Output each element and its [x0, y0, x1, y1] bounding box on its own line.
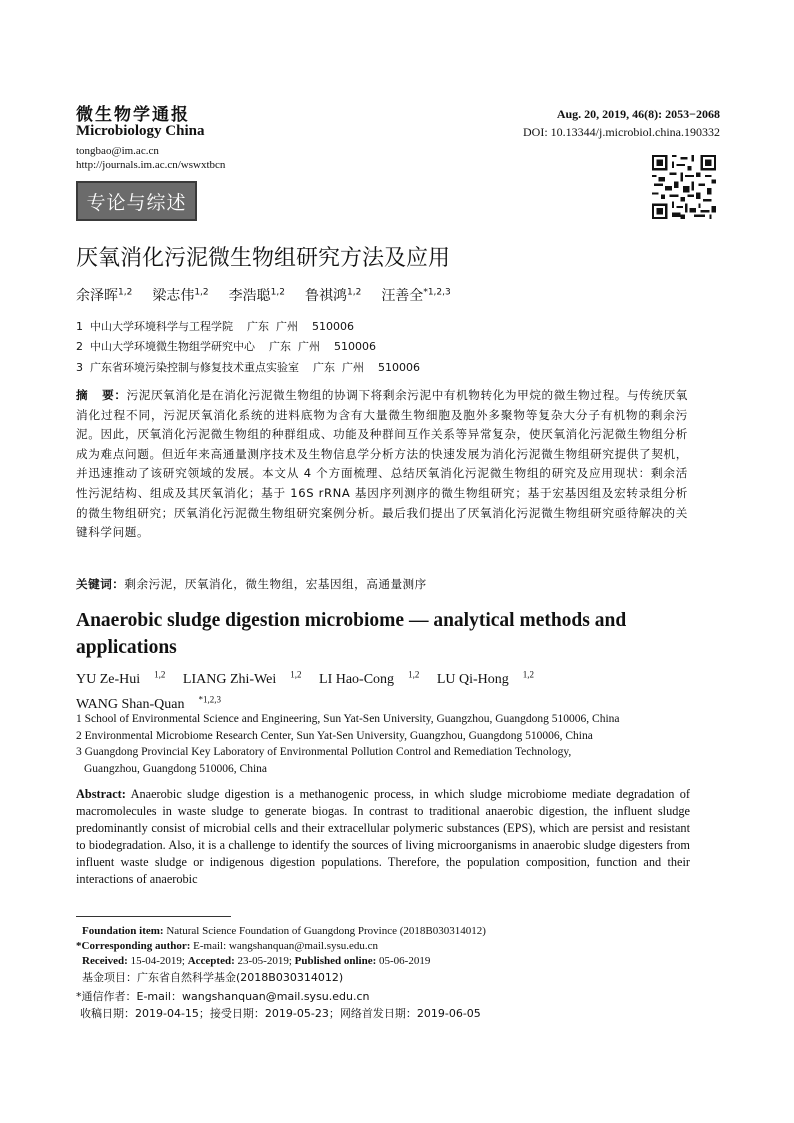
issue-info: Aug. 20, 2019, 46(8): 2053−2068: [556, 107, 720, 121]
affiliation-en-2: 2 Environmental Microbiome Research Center, Sun Yat-Sen University, Guangzhou, Guangdong 510006, China: [76, 730, 593, 742]
abstract-cn: [76, 386, 688, 543]
qr-code-icon: [652, 155, 716, 219]
abstract-en: [76, 786, 690, 888]
keywords-cn-label: 关键词：: [76, 577, 125, 591]
affiliation-en-3: 3 Guangdong Provincial Key Laboratory of Environmental Pollution Control and Remediation Technology,: [76, 746, 572, 758]
author-cn: 汪善全$^{*1,2,3}$: [381, 287, 451, 304]
footnote-divider: [76, 916, 231, 917]
journal-url[interactable]: http://journals.im.ac.cn/wswxtbcn: [76, 159, 226, 171]
author-en: LIANG Zhi-Wei $^{1,2}$: [182, 669, 302, 687]
abstract-en-label: Abstract:: [76, 787, 126, 801]
doi[interactable]: DOI: 10.13344/j.microbiol.china.190332: [523, 125, 720, 139]
fund-cn: 基金项目：广东省自然科学基金(2018B030314012): [82, 971, 344, 984]
authors-cn: [76, 285, 451, 305]
author-cn: 鲁祺鸿$^{1,2}$: [304, 287, 362, 304]
corresponding-author: *Corresponding author: E-mail: wangshanquan@mail.sysu.edu.cn: [76, 940, 379, 952]
journal-title-cn: 微生物学通报: [76, 105, 190, 125]
author-en: LU Qi-Hong $^{1,2}$: [436, 669, 534, 687]
affiliation-cn-3: 3 广东省环境污染控制与修复技术重点实验室 广东 广州 510006: [76, 361, 420, 374]
author-en: WANG Shan-Quan $^{*1,2,3}$: [76, 694, 221, 713]
history-dates-en: Received: 15-04-2019; Accepted: 23-05-2019; Published online: 05-06-2019: [82, 955, 431, 967]
author-en: LI Hao-Cong $^{1,2}$: [319, 669, 420, 687]
abstract-cn-label: 摘 要：: [76, 388, 127, 402]
affiliation-cn-1: 1 中山大学环境科学与工程学院 广东 广州 510006: [76, 320, 354, 333]
abstract-cn-text: 污泥厌氧消化是在消化污泥微生物组的协调下将剩余污泥中有机物转化为甲烷的微生物过程。与传统厌氧消化过程不同，污泥厌氧消化系统的进料底物为含有大量微生物细胞及胞外多聚物等复杂大分子有机物的剩余污泥。因此，厌氧消化污泥微生物组的种群组成、功能及种群间互作关系等异常复杂，使厌氧消化污泥微生物组分析成为难点问题。但近年来高通量测序技术及生物信息学分析方法的快速发展为消化污泥微生物组研究提供了契机，并迅速推动了该研究领域的发展。本文从 4 个方面梳理、总结厌氧消化污泥微生物组的研究及应用现状：剩余活性污泥结构、组成及其厌氧消化；基于 16S rRNA 基因序列测序的微生物组研究；基于宏基因组及宏转录组分析的微生物组研究；厌氧消化污泥微生物组研究案例分析。最后我们提出了厌氧消化污泥微生物组研究亟待解决的关键科学问题。: [76, 388, 688, 540]
journal-title-en: Microbiology China: [76, 123, 205, 139]
keywords-cn: [76, 576, 427, 592]
affiliation-cn-2: 2 中山大学环境微生物组学研究中心 广东 广州 510006: [76, 340, 376, 353]
history-dates-cn: 收稿日期：2019-04-15；接受日期：2019-05-23；网络首发日期：2019-06-05: [80, 1007, 481, 1020]
affiliation-en-3-cont: Guangzhou, Guangdong 510006, China: [84, 763, 268, 775]
author-cn: 余泽晖$^{1,2}$: [76, 287, 133, 304]
author-cn: 李浩聪$^{1,2}$: [228, 287, 285, 304]
corresponding-cn: *通信作者：E-mail：wangshanquan@mail.sysu.edu.cn: [76, 990, 370, 1003]
section-tag: 专论与综述: [76, 181, 197, 221]
journal-email[interactable]: tongbao@im.ac.cn: [76, 145, 159, 157]
foundation-item: Foundation item: Natural Science Foundation of Guangdong Province (2018B030314012): [82, 925, 486, 937]
author-cn: 梁志伟$^{1,2}$: [152, 287, 209, 304]
article-title-en: Anaerobic sludge digestion microbiome — analytical methods and applications: [76, 610, 627, 658]
abstract-en-text: Anaerobic sludge digestion is a methanogenic process, in which sludge microbiome mediate degradation of macromolecules in waste sludge to generate biogas. In contrast to traditional anaerobic digestion, the influent sludge predominantly consist of microbial cells and their extracellular polymeric substances (EPS), which are persist and resistant to biodegradation. Also, it is a challenge to identify the sources of living microorganisms in anaerobic sludge digesters from influent waste sludge or indigenous digestion populations. Therefore, the population composition, function and their interactions of anaerobic: [76, 787, 690, 886]
article-title-cn: 厌氧消化污泥微生物组研究方法及应用: [76, 246, 451, 271]
affiliation-en-1: 1 School of Environmental Science and Engineering, Sun Yat-Sen University, Guangzhou, Guangdong 510006, China: [76, 713, 620, 725]
keywords-cn-text: 剩余污泥，厌氧消化，微生物组，宏基因组，高通量测序: [124, 577, 427, 591]
authors-en: [76, 664, 696, 715]
author-en: YU Ze-Hui $^{1,2}$: [76, 669, 166, 687]
